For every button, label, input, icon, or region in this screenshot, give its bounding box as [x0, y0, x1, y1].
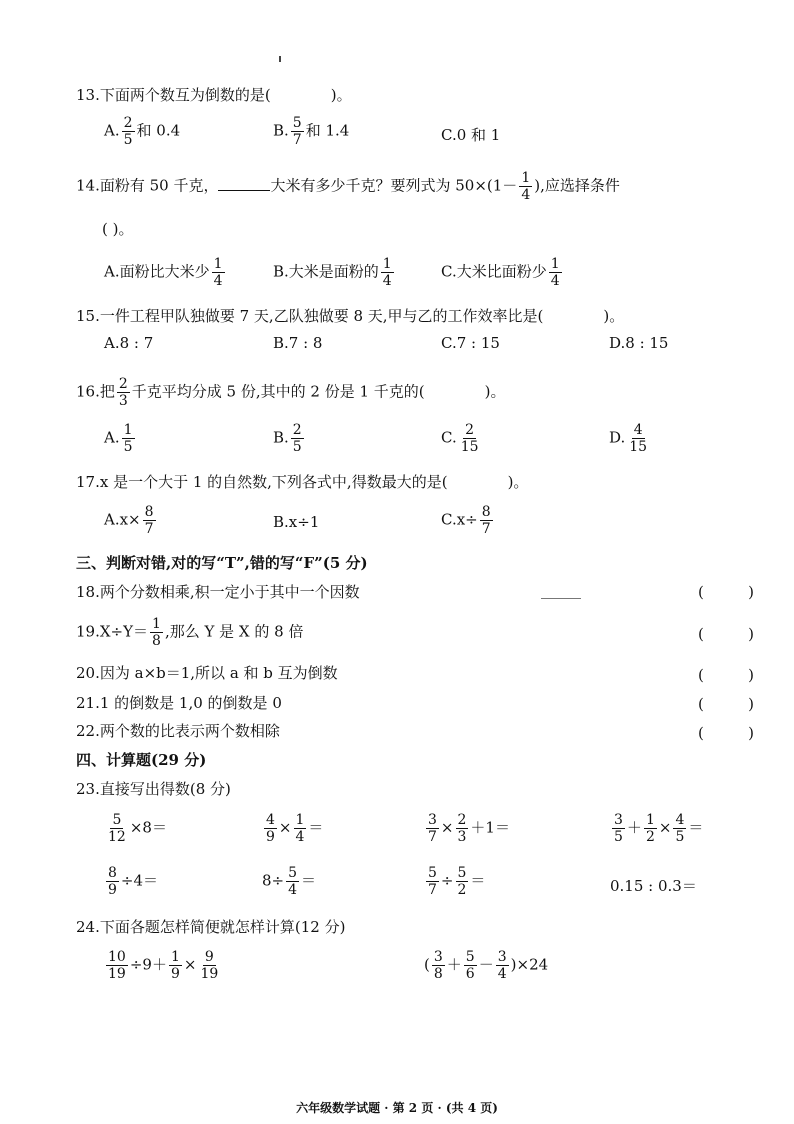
q14-option-a: A.面粉比大米少 $\frac{1}{4}$ [104, 256, 223, 289]
calc-expression: $\frac{4}{9}$ × $\frac{1}{4}$ ＝ [266, 812, 324, 845]
calc-expression: $\frac{5}{7}$ ÷ $\frac{5}{2}$ ＝ [428, 865, 486, 898]
q13-option-b: B. $\frac{5}{7}$ 和 1.4 [273, 115, 350, 148]
fraction: $\frac{4}{9}$ [266, 812, 275, 845]
judge-item-20: 20.因为 a×b＝1,所以 a 和 b 互为倒数 [76, 664, 338, 682]
fraction: $\frac{3}{7}$ [428, 812, 437, 845]
answer-underline [218, 176, 270, 191]
fraction: $\frac{8}{9}$ [108, 865, 117, 898]
q15-stem: 15.一件工程甲队独做要 7 天,乙队独做要 8 天,甲与乙的工作效率比是( )。 [76, 307, 625, 325]
q16-option-b: B. $\frac{2}{5}$ [273, 422, 302, 455]
fraction: $\frac{1}{4}$ [550, 256, 560, 289]
q15-option-d: D.8 : 15 [609, 334, 669, 352]
calc-expression: $\frac{3}{7}$ × $\frac{2}{3}$ ＋1＝ [428, 812, 510, 845]
fraction: $\frac{5}{12}$ [108, 812, 126, 845]
fraction: $\frac{10}{19}$ [108, 949, 126, 982]
page-footer: 六年级数学试题 · 第 2 页 · (共 4 页) [296, 1101, 498, 1115]
q15-option-b: B.7 : 8 [273, 334, 323, 352]
fraction: $\frac{3}{5}$ [614, 812, 623, 845]
q15-option-c: C.7 : 15 [441, 334, 500, 352]
scan-dash [541, 598, 581, 599]
section-3-title: 三、判断对错,对的写“T”,错的写“F”(5 分) [76, 554, 368, 572]
q14-option-b: B.大米是面粉的 $\frac{1}{4}$ [273, 256, 392, 289]
fraction: $\frac{5}{2}$ [457, 865, 467, 898]
fraction: $\frac{1}{2}$ [645, 812, 655, 845]
q13-stem: 13.下面两个数互为倒数的是( )。 [76, 86, 352, 104]
fraction: $\frac{3}{8}$ [433, 949, 443, 982]
q24-expression-a: $\frac{10}{19}$ ÷9＋ $\frac{1}{9}$ × $\frac{9}{19}$ [108, 949, 219, 982]
q17-option-b: B.x÷1 [273, 513, 320, 531]
calc-expression: 0.15 : 0.3＝ [610, 877, 697, 895]
calc-expression: 8÷ $\frac{5}{4}$ ＝ [262, 865, 317, 898]
section-4-title: 四、计算题(29 分) [76, 751, 207, 769]
q23-title: 23.直接写出得数(8 分) [76, 780, 231, 798]
fraction: $\frac{4}{15}$ [629, 422, 648, 455]
fraction: $\frac{5}{4}$ [288, 865, 298, 898]
fraction: $\frac{1}{5}$ [123, 422, 133, 455]
fraction: $\frac{8}{7}$ [144, 504, 154, 537]
fraction: $\frac{5}{7}$ [292, 115, 302, 148]
fraction: $\frac{4}{5}$ [675, 812, 685, 845]
q15-option-a: A.8 : 7 [104, 334, 154, 352]
fraction: $\frac{5}{7}$ [428, 865, 437, 898]
q14-answer-paren: ( )。 [102, 220, 134, 238]
q24-expression-b: ( $\frac{3}{8}$ ＋ $\frac{5}{6}$ － $\frac{3}{4}$ )×24 [424, 949, 549, 982]
fraction: $\frac{1}{4}$ [521, 170, 531, 203]
q16-stem: 16.把 $\frac{2}{3}$ 千克平均分成 5 份,其中的 2 份是 1 千克的( )。 [76, 376, 506, 409]
fraction: $\frac{1}{8}$ [152, 616, 161, 649]
fraction: $\frac{1}{4}$ [213, 256, 223, 289]
q17-option-c: C.x÷ $\frac{8}{7}$ [441, 504, 491, 537]
judge-item-22: 22.两个数的比表示两个数相除 [76, 722, 280, 740]
fraction: $\frac{8}{7}$ [481, 504, 491, 537]
fraction: $\frac{5}{6}$ [465, 949, 475, 982]
q14-option-c: C.大米比面粉少 $\frac{1}{4}$ [441, 256, 560, 289]
judge-item-19: 19.X÷Y＝ $\frac{1}{8}$ ,那么 Y 是 X 的 8 倍 [76, 616, 304, 649]
calc-expression: $\frac{3}{5}$ ＋ $\frac{1}{2}$ × $\frac{4}{5}$ ＝ [614, 812, 704, 845]
q13-option-a: A. $\frac{2}{5}$ 和 0.4 [104, 115, 181, 148]
fraction: $\frac{2}{5}$ [292, 422, 302, 455]
fraction: $\frac{2}{3}$ [118, 376, 128, 409]
fraction: $\frac{9}{19}$ [200, 949, 219, 982]
calc-expression: $\frac{8}{9}$ ÷4＝ [108, 865, 159, 898]
judge-item-21: 21.1 的倒数是 1,0 的倒数是 0 [76, 694, 282, 712]
fraction: $\frac{2}{3}$ [457, 812, 467, 845]
q17-option-a: A.x× $\frac{8}{7}$ [104, 504, 154, 537]
fraction: $\frac{2}{15}$ [460, 422, 479, 455]
fraction: $\frac{1}{4}$ [382, 256, 392, 289]
judge-item-18: 18.两个分数相乘,积一定小于其中一个因数 [76, 583, 360, 601]
scan-speck [279, 56, 281, 62]
q14-stem: 14.面粉有 50 千克， 大米有多少千克？要列式为 50×(1－ $\frac{1}{4}$ ),应选择条件 [76, 170, 620, 203]
fraction: $\frac{1}{4}$ [295, 812, 305, 845]
q13-option-c: C.0 和 1 [441, 126, 501, 144]
q16-option-c: C. $\frac{2}{15}$ [441, 422, 479, 455]
q17-stem: 17.x 是一个大于 1 的自然数,下列各式中,得数最大的是( )。 [76, 473, 529, 491]
fraction: $\frac{1}{9}$ [170, 949, 180, 982]
fraction: $\frac{2}{5}$ [123, 115, 133, 148]
calc-expression: $\frac{5}{12}$ ×8＝ [108, 812, 167, 845]
q24-title: 24.下面各题怎样简便就怎样计算(12 分) [76, 918, 346, 936]
q16-option-a: A. $\frac{1}{5}$ [104, 422, 133, 455]
q16-option-d: D. $\frac{4}{15}$ [609, 422, 648, 455]
fraction: $\frac{3}{4}$ [497, 949, 507, 982]
